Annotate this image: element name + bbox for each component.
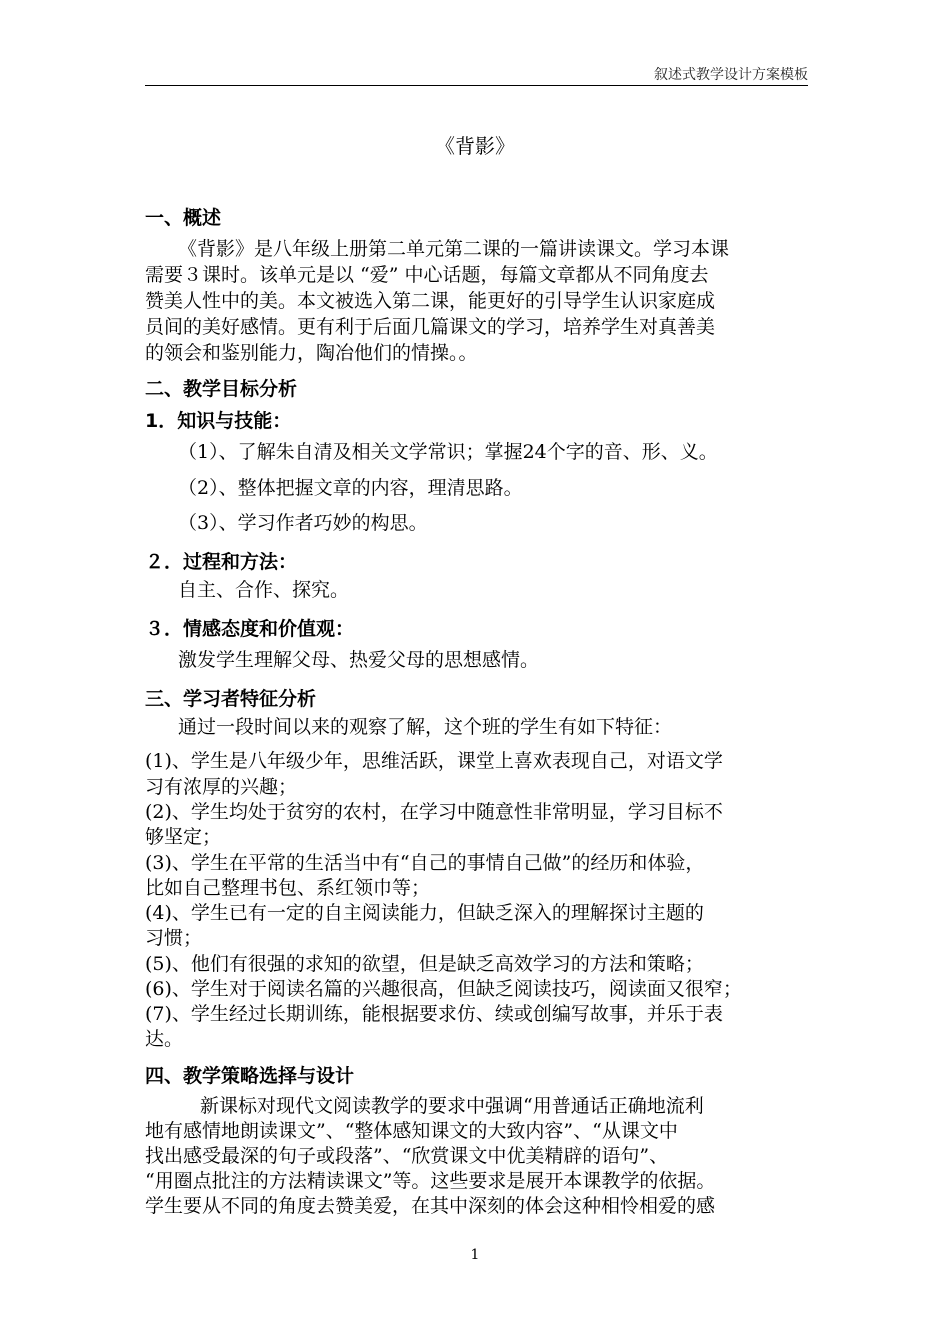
paragraph-line: 员间的美好感情。更有利于后面几篇课文的学习，培养学生对真善美: [145, 316, 716, 338]
objective-item: （3）、学习作者巧妙的构思。: [178, 512, 428, 534]
section-heading-overview: 一、概述: [145, 207, 222, 229]
subsection-heading: 1．知识与技能：: [145, 410, 292, 432]
list-line: 习惯；: [145, 927, 203, 949]
subsection-heading: ２．过程和方法：: [145, 551, 298, 573]
paragraph-line: 找出感受最深的句子或段落”、“欣赏课文中优美精辟的语句”、: [145, 1145, 669, 1167]
paragraph-line: 赞美人性中的美。本文被选入第二课，能更好的引导学生认识家庭成: [145, 290, 716, 312]
list-line: (6)、学生对于阅读名篇的兴趣很高，但缺乏阅读技巧，阅读面又很窄；: [145, 978, 742, 1000]
paragraph-line: 通过一段时间以来的观察了解，这个班的学生有如下特征：: [178, 716, 673, 738]
subsection-heading: ３．情感态度和价值观：: [145, 618, 355, 640]
list-line: (7)、学生经过长期训练，能根据要求仿、续或创编写故事，并乐于表: [145, 1003, 723, 1025]
document-title: 《背影》: [435, 134, 515, 158]
list-line: (1)、学生是八年级少年，思维活跃，课堂上喜欢表现自己，对语文学: [145, 750, 723, 772]
list-line: 达。: [145, 1028, 184, 1050]
paragraph-line: 《背影》是八年级上册第二单元第二课的一篇讲读课文。学习本课: [178, 238, 730, 260]
list-line: (5)、他们有很强的求知的欲望，但是缺乏高效学习的方法和策略；: [145, 953, 704, 975]
list-line: (3)、学生在平常的生活当中有“自己的事情自己做”的经历和体验，: [145, 852, 705, 874]
paragraph-line: “用圈点批注的方法精读课文”等。这些要求是展开本课教学的依据。: [145, 1170, 716, 1192]
running-header: 叙述式教学设计方案模板: [654, 67, 808, 83]
objective-text: 激发学生理解父母、热爱父母的思想感情。: [178, 649, 540, 671]
objective-item: （1）、了解朱自清及相关文学常识；掌握24个字的音、形、义。: [178, 441, 718, 463]
list-line: 比如自己整理书包、系红领巾等；: [145, 877, 431, 899]
paragraph-line: 学生要从不同的角度去赞美爱，在其中深刻的体会这种相怜相爱的感: [145, 1195, 716, 1217]
paragraph-line: 需要３课时。该单元是以 “爱” 中心话题，每篇文章都从不同角度去: [145, 264, 709, 286]
list-line: 习有浓厚的兴趣；: [145, 776, 298, 798]
paragraph-line: 新课标对现代文阅读教学的要求中强调“用普通话正确地流利: [200, 1095, 704, 1117]
page-number: 1: [470, 1247, 480, 1263]
section-heading-objectives: 二、教学目标分析: [145, 378, 298, 400]
list-line: 够坚定；: [145, 826, 222, 848]
list-line: (4)、学生已有一定的自主阅读能力，但缺乏深入的理解探讨主题的: [145, 902, 704, 924]
paragraph-line: 的领会和鉴别能力，陶冶他们的情操。。: [145, 342, 478, 364]
section-heading-strategy: 四、教学策略选择与设计: [145, 1065, 355, 1087]
objective-text: 自主、合作、探究。: [178, 579, 350, 601]
objective-item: （2）、整体把握文章的内容，理清思路。: [178, 477, 523, 499]
section-heading-learners: 三、学习者特征分析: [145, 688, 317, 710]
list-line: (2)、学生均处于贫穷的农村，在学习中随意性非常明显，学习目标不: [145, 801, 723, 823]
paragraph-line: 地有感情地朗读课文”、“整体感知课文的大致内容”、“从课文中: [145, 1120, 678, 1142]
header-rule: [145, 85, 808, 86]
